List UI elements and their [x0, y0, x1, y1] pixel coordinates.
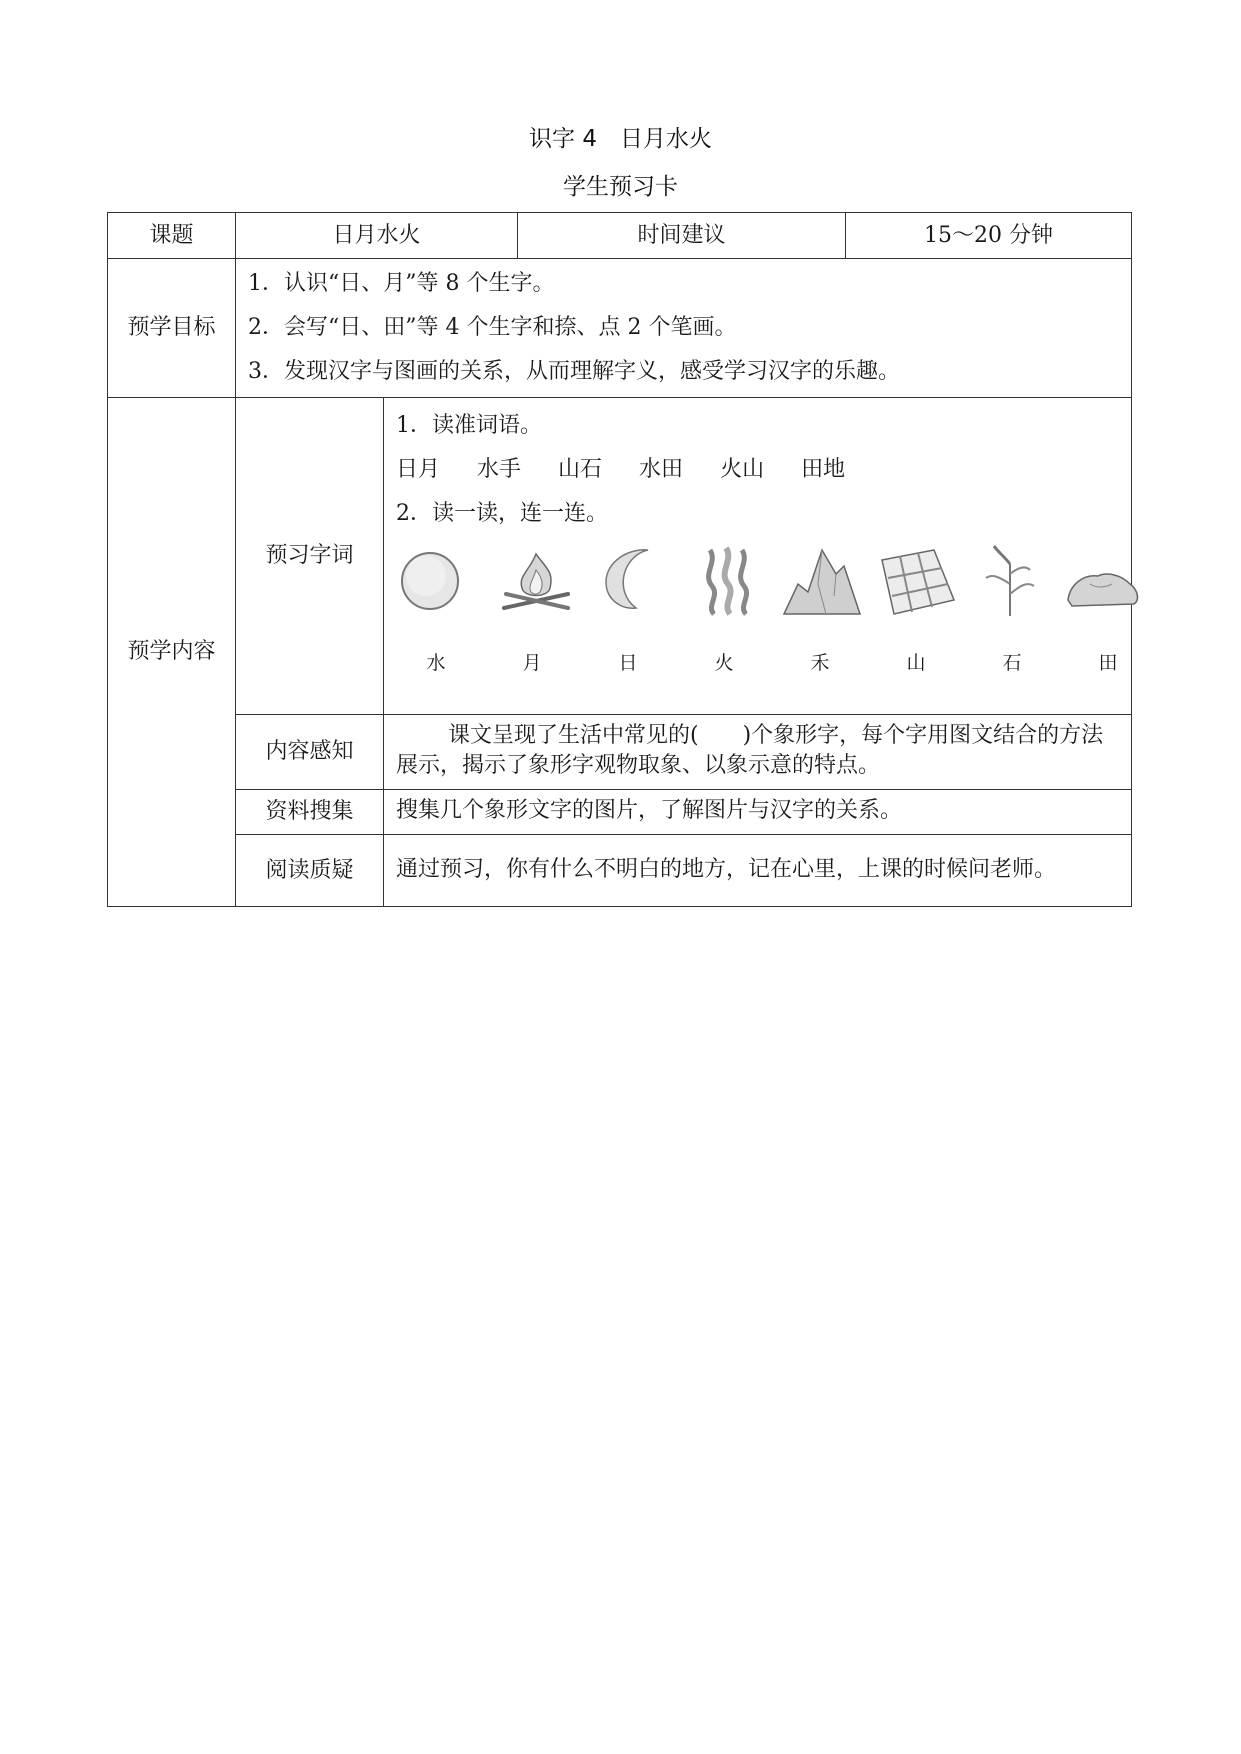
- perception-row: [108, 715, 1132, 790]
- task2-text: 2．读一读，连一连。: [396, 501, 608, 526]
- preview-row: [108, 398, 1132, 715]
- goals-label: 预学目标: [108, 259, 236, 398]
- char-item[interactable]: 石: [1002, 652, 1022, 674]
- char-item[interactable]: 禾: [810, 652, 830, 674]
- topic-row: [108, 213, 1132, 259]
- task1-text: 1．读准词语。: [396, 413, 542, 438]
- topic-value: 日月水火: [236, 213, 518, 259]
- word-item: 日月: [396, 457, 441, 482]
- word-item: 田地: [801, 457, 846, 482]
- char-item[interactable]: 水: [426, 652, 446, 674]
- char-item[interactable]: 火: [714, 652, 734, 674]
- char-item[interactable]: 山: [906, 652, 926, 674]
- goals-list: [236, 259, 1132, 398]
- word-item: 水手: [477, 457, 522, 482]
- matching-area: [396, 538, 1119, 708]
- questions-label: 阅读质疑: [236, 835, 384, 907]
- word-item: 水田: [639, 457, 684, 482]
- questions-text: 通过预习，你有什么不明白的地方，记在心里，上课的时候问老师。: [384, 835, 1132, 907]
- rock-icon[interactable]: [1060, 544, 1144, 618]
- preview-content: [384, 398, 1132, 715]
- preview-label: 预习字词: [236, 398, 384, 715]
- topic-label: 课题: [108, 213, 236, 259]
- materials-text: 搜集几个象形文字的图片，了解图片与汉字的关系。: [384, 790, 1132, 835]
- rice-plant-icon[interactable]: [968, 544, 1052, 618]
- materials-label: 资料搜集: [236, 790, 384, 835]
- campfire-icon[interactable]: [494, 544, 578, 618]
- time-label: 时间建议: [518, 213, 846, 259]
- word-list: [396, 448, 1119, 492]
- char-item[interactable]: 月: [522, 652, 542, 674]
- char-item[interactable]: 田: [1098, 652, 1118, 674]
- perception-paragraph: 课文呈现了生活中常见的( )个象形字，每个字用图文结合的方法展示，揭示了象形字观物取象、以象示意的特点。: [396, 723, 1104, 778]
- materials-row: [108, 790, 1132, 835]
- rice-field-icon[interactable]: [874, 544, 958, 618]
- time-value: 15～20 分钟: [846, 213, 1132, 259]
- char-item[interactable]: 日: [618, 652, 638, 674]
- goal-item: 3．发现汉字与图画的关系，从而理解字义，感受学习汉字的乐趣。: [248, 359, 900, 384]
- perception-label: 内容感知: [236, 715, 384, 790]
- goal-item: 2．会写“日、田”等 4 个生字和捺、点 2 个笔画。: [248, 315, 737, 340]
- preview-card-table: [107, 212, 1132, 907]
- word-item: 山石: [558, 457, 603, 482]
- goals-row: [108, 259, 1132, 398]
- word-item: 火山: [720, 457, 765, 482]
- goal-item: 1．认识“日、月”等 8 个生字。: [248, 271, 555, 296]
- content-label: 预学内容: [108, 398, 236, 907]
- full-moon-icon[interactable]: [396, 544, 480, 618]
- flowing-water-icon[interactable]: [688, 544, 772, 618]
- perception-text: [384, 715, 1132, 790]
- lesson-title: 识字 4 日月水火: [529, 126, 712, 152]
- mountain-icon[interactable]: [780, 544, 864, 618]
- card-title: 学生预习卡: [563, 174, 678, 200]
- questions-row: [108, 835, 1132, 907]
- crescent-moon-icon[interactable]: [592, 544, 676, 618]
